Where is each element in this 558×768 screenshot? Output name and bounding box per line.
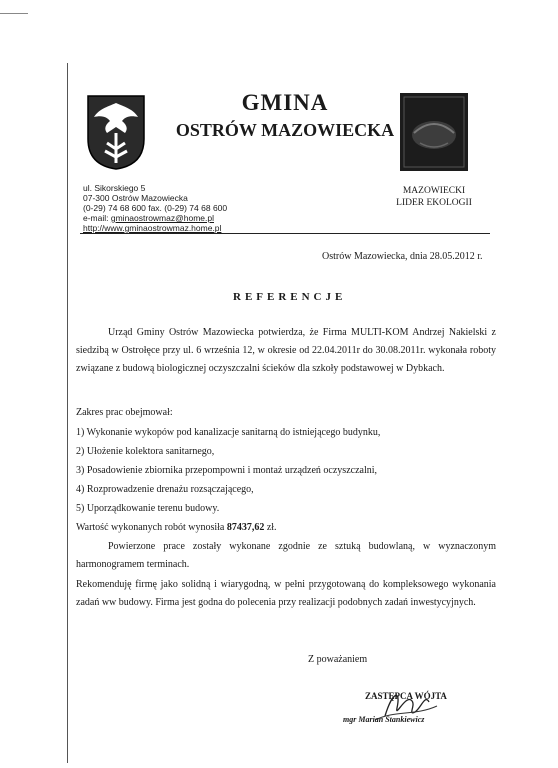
quality-paragraph: Powierzone prace zostały wykonane zgodnie ze sztuką budowlaną, w wyznaczonym harmonogramem terminach.	[76, 541, 496, 570]
coat-of-arms-icon	[85, 93, 147, 171]
header-divider	[80, 233, 490, 234]
contact-street: ul. Sikorskiego 5	[83, 183, 146, 193]
date-line: Ostrów Mazowiecka, dnia 28.05.2012 r.	[322, 251, 483, 262]
letter-heading: REFERENCJE	[233, 291, 347, 303]
closing-line: Z poważaniem	[308, 654, 368, 665]
stamp-title: ZASTĘPCA WÓJTA	[365, 691, 447, 701]
scope-item: 4) Rozprowadzenie drenażu rozsączającego,	[76, 484, 254, 495]
scope-item: 1) Wykonanie wykopów pod kanalizacje sanitarną do istniejącego budynku,	[76, 427, 381, 438]
value-suffix: zł.	[264, 522, 277, 533]
value-line	[76, 519, 496, 537]
scan-edge-top	[0, 13, 28, 14]
contact-postal: 07-300 Ostrów Mazowiecka	[83, 193, 188, 203]
page-title: GMINA	[241, 90, 329, 115]
scope-item: 2) Ułożenie kolektora sanitarnego,	[76, 446, 215, 457]
award-line-1: MAZOWIECKI	[402, 186, 466, 196]
contact-email-line	[83, 213, 227, 223]
award-badge-icon	[400, 93, 468, 171]
scope-item: 3) Posadowienie zbiornika przepompowni i montaż urządzeń oczyszczalni,	[76, 465, 378, 476]
contact-email-label: e-mail:	[83, 213, 111, 223]
scope-label: Zakres prac obejmował:	[76, 407, 173, 418]
award-caption	[380, 185, 488, 209]
page-subtitle: OSTRÓW MAZOWIECKA	[175, 120, 395, 140]
value-prefix: Wartość wykonanych robót wynosiła	[76, 522, 227, 533]
scope-item: 5) Uporządkowanie terenu budowy.	[76, 503, 220, 514]
contact-email-link[interactable]: gminaostrowmaz@home.pl	[110, 213, 214, 223]
contact-block	[83, 183, 227, 233]
contact-phone: (0-29) 74 68 600 fax. (0-29) 74 68 600	[83, 203, 228, 213]
award-line-2: LIDER EKOLOGII	[396, 198, 472, 208]
contact-website-link[interactable]: http://www.gminaostrowmaz.home.pl	[83, 223, 222, 233]
stamp-name: mgr Marian Stankiewicz	[343, 715, 425, 724]
value-amount: 87437,62	[226, 522, 265, 533]
intro-paragraph: Urząd Gminy Ostrów Mazowiecka potwierdza, że Firma MULTI-KOM Andrzej Nakielski z siedzibą w Ostrołęce przy ul. 6 września 12, w okresie od 22.04.2011r do 30.08.2011r. wykonała roboty związane z budową biologicznej oczyszczalni ścieków dla szkoły podstawowej w Dybkach.	[76, 327, 496, 374]
scan-edge-left	[67, 63, 68, 763]
recommendation-paragraph: Rekomenduję firmę jako solidną i wiarygodną, w pełni przygotowaną do kompleksowego wykonania zadań ww budowy. Firma jest godna do polecenia przy realizacji podobnych zadań inwestycyjnych.	[76, 579, 496, 608]
